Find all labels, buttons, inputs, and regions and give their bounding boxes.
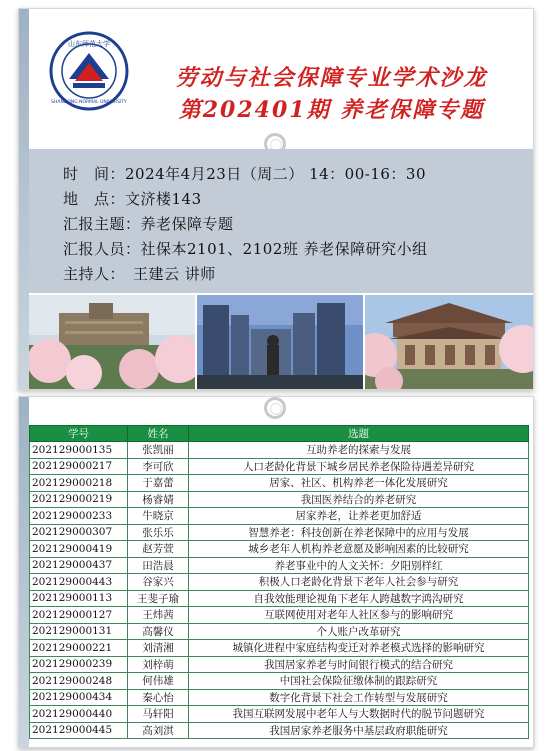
- student-id: 202129000419: [30, 541, 128, 558]
- topic: 个人账户改革研究: [189, 623, 529, 640]
- table-row: [30, 541, 529, 558]
- card-accent-bar: [19, 397, 29, 747]
- student-name: 马轩阳: [128, 706, 189, 723]
- topic: 养老事业中的人文关怀：夕阳别样红: [189, 557, 529, 574]
- university-logo: [49, 31, 129, 111]
- campus-photo-strip: [29, 295, 533, 389]
- salon-subtitle: 第202401期 养老保障专题: [178, 97, 485, 123]
- svg-text:SHANDONG NORMAL UNIVERSITY: SHANDONG NORMAL UNIVERSITY: [51, 100, 127, 105]
- table-row: [30, 524, 529, 541]
- student-id: 202129000221: [30, 640, 128, 657]
- student-name: 高刘淇: [128, 722, 189, 739]
- student-name: 刘清湘: [128, 640, 189, 657]
- student-name: 高馨仪: [128, 623, 189, 640]
- table-row: [30, 722, 529, 739]
- table-row: [30, 442, 529, 459]
- student-id: 202129000440: [30, 706, 128, 723]
- topic: 我国医养结合的养老研究: [189, 491, 529, 508]
- student-name: 田浩晨: [128, 557, 189, 574]
- topic: 自我效能理论视角下老年人跨越数字鸿沟研究: [189, 590, 529, 607]
- campus-photo-3: [365, 295, 533, 389]
- topic: 我国居家养老与时间银行模式的结合研究: [189, 656, 529, 673]
- table-row: [30, 640, 529, 657]
- topic: 我国居家养老服务中基层政府职能研究: [189, 722, 529, 739]
- topic: 城镇化进程中家庭结构变迁对养老模式选择的影响研究: [189, 640, 529, 657]
- poster-card: [18, 8, 534, 390]
- table-row: [30, 491, 529, 508]
- event-info-panel: [29, 149, 533, 293]
- student-name: 秦心怡: [128, 689, 189, 706]
- student-id: 202129000437: [30, 557, 128, 574]
- table-row: [30, 475, 529, 492]
- student-name: 赵芳萱: [128, 541, 189, 558]
- student-name: 张凯丽: [128, 442, 189, 459]
- table-row: [30, 656, 529, 673]
- table-row: [30, 623, 529, 640]
- student-id: 202129000443: [30, 574, 128, 591]
- salon-title: 劳动与社会保障专业学术沙龙: [175, 65, 488, 91]
- student-id: 202129000445: [30, 722, 128, 739]
- table-row: [30, 590, 529, 607]
- topic: 人口老龄化背景下城乡居民养老保险待遇差异研究: [189, 458, 529, 475]
- student-id: 202129000135: [30, 442, 128, 459]
- table-row: [30, 607, 529, 624]
- table-row: [30, 458, 529, 475]
- presenter-table: [29, 425, 529, 739]
- header-student-id: 学号: [30, 426, 128, 442]
- student-id: 202129000233: [30, 508, 128, 525]
- topic: 中国社会保险征缴体制的跟踪研究: [189, 673, 529, 690]
- student-name: 刘梓萌: [128, 656, 189, 673]
- header-name: 姓名: [128, 426, 189, 442]
- student-name: 何伟雄: [128, 673, 189, 690]
- campus-photo-2: [197, 295, 363, 389]
- event-presenters: 汇报人员：社保本2101、2102班 养老保障研究小组: [63, 240, 428, 258]
- event-place: 地 点：文济楼143: [63, 190, 202, 208]
- student-name: 王炜茜: [128, 607, 189, 624]
- event-host: 主持人： 王建云 讲师: [63, 265, 216, 283]
- campus-photo-1: [29, 295, 195, 389]
- table-row: [30, 706, 529, 723]
- topic: 数字化背景下社会工作转型与发展研究: [189, 689, 529, 706]
- student-name: 谷家兴: [128, 574, 189, 591]
- topic: 居家养老，让养老更加舒适: [189, 508, 529, 525]
- student-id: 202129000219: [30, 491, 128, 508]
- student-name: 王斐子瑜: [128, 590, 189, 607]
- table-row: [30, 574, 529, 591]
- student-id: 202129000434: [30, 689, 128, 706]
- student-id: 202129000131: [30, 623, 128, 640]
- student-id: 202129000307: [30, 524, 128, 541]
- table-row: [30, 508, 529, 525]
- topic: 互助养老的探索与发展: [189, 442, 529, 459]
- student-name: 于嘉蕾: [128, 475, 189, 492]
- table-row: [30, 689, 529, 706]
- binder-ring-icon: [264, 397, 286, 419]
- roster-card: [18, 396, 534, 748]
- student-id: 202129000218: [30, 475, 128, 492]
- topic: 居家、社区、机构养老一体化发展研究: [189, 475, 529, 492]
- topic: 智慧养老：科技创新在养老保障中的应用与发展: [189, 524, 529, 541]
- event-topic: 汇报主题：养老保障专题: [63, 215, 234, 233]
- table-row: [30, 673, 529, 690]
- topic: 互联网使用对老年人社区参与的影响研究: [189, 607, 529, 624]
- topic: 积极人口老龄化背景下老年人社会参与研究: [189, 574, 529, 591]
- student-name: 李可欣: [128, 458, 189, 475]
- table-header-row: [30, 426, 529, 442]
- header-topic: 选题: [189, 426, 529, 442]
- student-id: 202129000239: [30, 656, 128, 673]
- student-id: 202129000217: [30, 458, 128, 475]
- topic: 城乡老年人机构养老意愿及影响因素的比较研究: [189, 541, 529, 558]
- student-name: 牛晓京: [128, 508, 189, 525]
- table-row: [30, 557, 529, 574]
- event-time: 时 间：2024年4月23日（周二） 14：00-16：30: [63, 165, 426, 183]
- student-id: 202129000127: [30, 607, 128, 624]
- student-id: 202129000113: [30, 590, 128, 607]
- student-name: 杨睿婧: [128, 491, 189, 508]
- topic: 我国互联网发展中老年人与大数据时代的脱节问题研究: [189, 706, 529, 723]
- poster-header: [19, 9, 533, 141]
- svg-text:山东师范大学: 山东师范大学: [68, 40, 110, 48]
- student-id: 202129000248: [30, 673, 128, 690]
- student-name: 张乐乐: [128, 524, 189, 541]
